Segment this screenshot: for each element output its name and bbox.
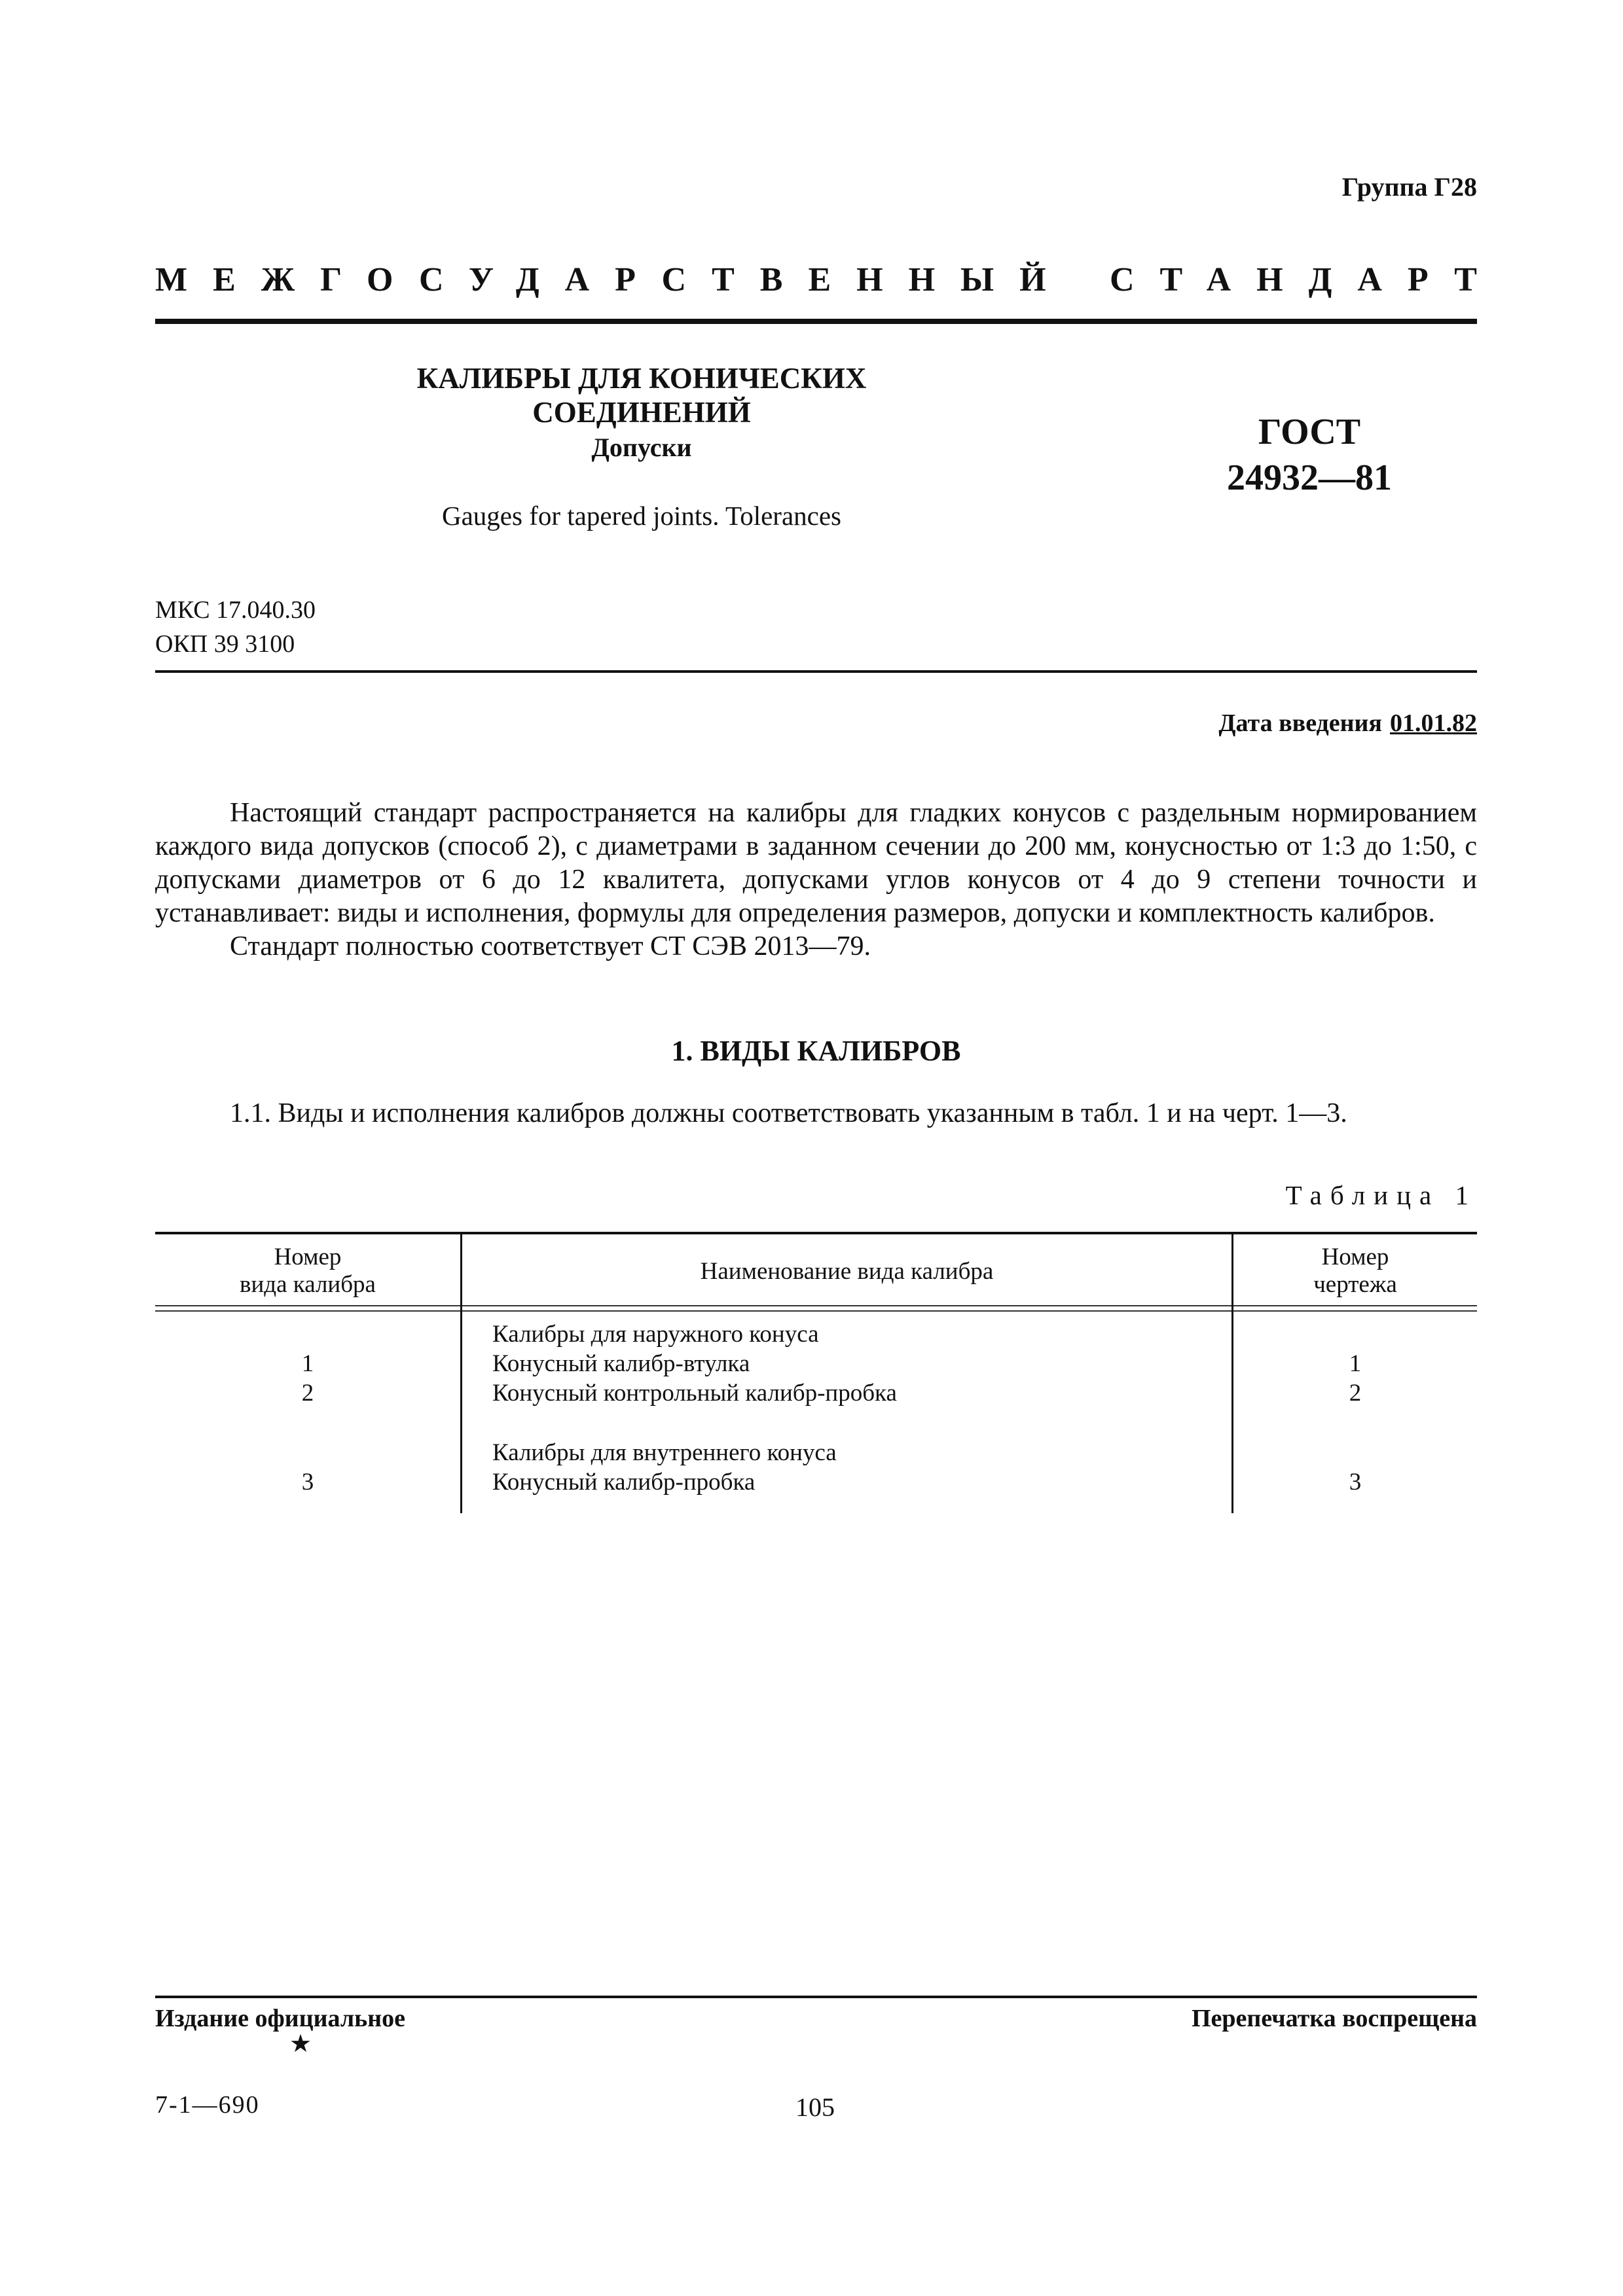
introduction-date-value: 01.01.82 <box>1390 709 1477 737</box>
table-cell-type-name: Конусный калибр-втулка <box>492 1350 750 1377</box>
official-edition-label: Издание официальное <box>155 2005 406 2032</box>
english-title: Gauges for tapered joints. Tolerances <box>441 501 841 531</box>
column-header-type-name: Наименование вида калибра <box>700 1258 994 1285</box>
header-divider <box>155 319 1477 324</box>
clause-1-1: 1.1. Виды и исполнения калибров должны соответствовать указанным в табл. 1 и на черт. 1—3. <box>230 1098 1347 1128</box>
gost-designation <box>1172 409 1447 501</box>
standard-banner <box>155 260 1503 306</box>
okp-code: ОКП 39 3100 <box>155 630 295 658</box>
page-number: 105 <box>795 2092 835 2122</box>
table-header-rule <box>155 1305 1477 1306</box>
gost-number: 24932—81 <box>1227 457 1392 498</box>
classification-divider <box>155 670 1477 673</box>
compliance-paragraph: Стандарт полностью соответствует СТ СЭВ 2013—79. <box>230 931 871 961</box>
document-title: КАЛИБРЫ ДЛЯ КОНИЧЕСКИХ СОЕДИНЕНИЙ <box>416 362 867 429</box>
table-cell-type-name: Конусный контрольный калибр-пробка <box>492 1380 897 1407</box>
column-header-type-number: Номер вида калибра <box>240 1244 376 1298</box>
table-cell-type-number: 2 <box>301 1380 314 1407</box>
table-cell-drawing-number: 1 <box>1349 1350 1362 1377</box>
introduction-date-line <box>1218 709 1477 738</box>
table-group-title: Калибры для внутреннего конуса <box>492 1439 837 1466</box>
banner-interstate: МЕЖГОСУДАРСТВЕННЫЙ <box>155 261 1072 298</box>
group-label: Группа Г28 <box>1341 172 1477 202</box>
table-group-title: Калибры для наружного конуса <box>492 1321 819 1348</box>
column-header-drawing-number: Номер чертежа <box>1313 1244 1397 1298</box>
table-cell-type-number: 1 <box>301 1350 314 1377</box>
introduction-date-label: Дата введения <box>1218 709 1382 737</box>
document-subtitle: Допуски <box>591 433 692 462</box>
table-cell-type-name: Конусный калибр-пробка <box>492 1469 756 1496</box>
table-top-border <box>155 1232 1477 1234</box>
footer-divider <box>155 1996 1477 1998</box>
print-code: 7-1—690 <box>155 2091 260 2119</box>
scope-paragraph: Настоящий стандарт распространяется на калибры для гладких конусов с раздельным нормированием каждого вида допусков (способ 2), с диаметрами в заданном сечении до 200 мм, конусностью от 1:3 до 1:50, с допусками диаметров от 6 до 12 квалитета, допусками углов конусов от 4 до 9 степени точности и устанавливает: виды и исполнения, формулы для определения размеров, допуски и комплектность калибров. <box>155 798 1477 928</box>
table-cell-type-number: 3 <box>301 1469 314 1496</box>
banner-standard: СТАНДАРТ <box>1109 261 1503 298</box>
scope-text <box>155 797 1477 963</box>
table-cell-drawing-number: 2 <box>1349 1380 1362 1407</box>
table-header-rule <box>155 1310 1477 1312</box>
gauge-types-table <box>155 1232 1477 1513</box>
star-icon: ★ <box>289 2030 312 2058</box>
gost-label: ГОСТ <box>1258 412 1361 452</box>
section-heading: 1. ВИДЫ КАЛИБРОВ <box>671 1035 961 1067</box>
mks-code: МКС 17.040.30 <box>155 596 316 624</box>
classification-codes <box>155 593 316 661</box>
table-caption: Таблица 1 <box>1285 1180 1477 1210</box>
reprint-prohibited-label: Перепечатка воспрещена <box>1191 2005 1477 2032</box>
table-cell-drawing-number: 3 <box>1349 1469 1362 1496</box>
